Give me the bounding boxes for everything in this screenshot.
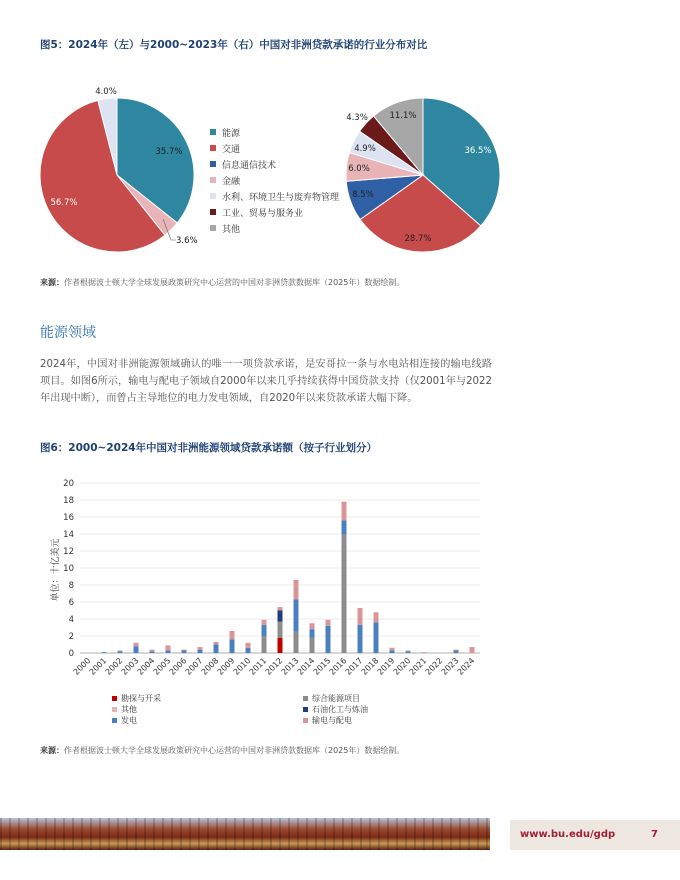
bar-segment [262, 620, 267, 625]
x-tick-label: 2015 [311, 656, 333, 677]
bar-segment [342, 520, 347, 534]
page-number: 7 [651, 829, 658, 840]
bar-segment [310, 629, 315, 638]
x-tick-label: 2021 [407, 656, 429, 677]
x-tick-label: 2008 [199, 656, 221, 677]
bar-segment [406, 650, 411, 651]
pie-slice-label: 28.7% [404, 234, 432, 244]
pie-slice-label: 36.5% [464, 146, 492, 156]
pie-slice-label: 4.0% [95, 87, 117, 97]
y-axis-label: 单位：十亿美元 [51, 538, 61, 602]
legend-swatch [210, 129, 216, 135]
legend-label: 综合能源项目 [312, 694, 360, 703]
bar-segment [310, 623, 315, 629]
legend-swatch [303, 718, 308, 723]
bar-segment [198, 650, 203, 653]
legend-swatch [303, 696, 308, 701]
legend-item-transmission [303, 715, 352, 726]
figure5-title: 图5：2024年（左）与2000~2023年（右）中国对非洲贷款承诺的行业分布对比 [40, 39, 428, 51]
legend-item-water [210, 188, 339, 204]
figure6-source [40, 745, 404, 756]
x-tick-label: 2000 [71, 656, 93, 677]
pie-slice-label: 11.1% [389, 111, 417, 121]
y-tick-label: 20 [63, 479, 74, 489]
y-tick-label: 18 [63, 496, 74, 506]
legend-label: 勘探与开采 [121, 694, 161, 703]
x-tick-label: 2023 [439, 656, 461, 677]
y-tick-label: 16 [63, 513, 74, 523]
pie-slice-label: 8.5% [352, 190, 374, 200]
x-tick-label: 2007 [183, 656, 205, 677]
x-tick-label: 2006 [167, 656, 189, 677]
y-tick-label: 0 [68, 649, 74, 659]
legend-item-transport [210, 140, 339, 156]
bar-segment [214, 642, 219, 645]
legend-item-finance [210, 172, 339, 188]
source-text: 作者根据波士顿大学全球发展政策研究中心运营的中国对非洲贷款数据库（2025年）数据绘制。 [64, 278, 405, 287]
x-tick-label: 2024 [455, 656, 477, 677]
legend-item-industry [210, 204, 339, 220]
legend-label: 输电与配电 [312, 716, 352, 725]
bar-segment [198, 647, 203, 650]
legend-item-energy [210, 124, 339, 140]
legend-item-other [210, 220, 339, 236]
figure5-pies [0, 70, 680, 270]
legend-swatch [112, 707, 117, 712]
pie-slice-label: 6.0% [348, 164, 370, 174]
legend-swatch [210, 177, 216, 183]
bar-segment [342, 534, 347, 653]
x-tick-label: 2017 [343, 656, 365, 677]
legend-item-petrochem [303, 704, 368, 715]
bar-segment [118, 651, 123, 653]
legend-label: 水利、环境卫生与废弃物管理 [222, 192, 340, 203]
bar-segment [246, 648, 251, 653]
legend-swatch [210, 225, 216, 231]
x-tick-label: 2022 [423, 656, 445, 677]
bar-segment [246, 643, 251, 648]
bar-segment [294, 599, 299, 631]
y-tick-label: 4 [68, 615, 74, 625]
section-paragraph: 2024年，中国对非洲能源领域确认的唯一一项贷款承诺，是安哥拉一条与水电站相连接的输电线路项目。如图6所示，输电与配电子领域自2000年以来几乎持续获得中国贷款支持（仅2001年与2022年出现中断），而曾占主导地位的电力发电领域，自2020年以来贷款承诺大幅下降。 [40, 359, 492, 404]
y-tick-label: 14 [63, 530, 74, 540]
legend-item-exploration [112, 693, 161, 704]
legend-label: 交通 [222, 144, 241, 155]
bar-segment [262, 636, 267, 653]
bar-segment [374, 622, 379, 653]
section-title: 能源领域 [40, 325, 96, 341]
bar-segment [230, 639, 235, 653]
left-pie [40, 87, 198, 252]
figure6-title: 图6：2000~2024年中国对非洲能源领域贷款承诺额（按子行业划分） [40, 442, 378, 454]
y-tick-label: 2 [68, 632, 74, 642]
footer-architecture-photo [0, 818, 490, 850]
bar-segment [150, 650, 155, 652]
legend-swatch [303, 707, 308, 712]
bar-segment [278, 622, 283, 638]
legend-label: 其他 [222, 224, 241, 235]
bar-segment [358, 625, 363, 653]
y-tick-label: 6 [68, 598, 74, 608]
pie-slice-label: 56.7% [50, 198, 78, 208]
bar-segment [310, 638, 315, 653]
legend-item-integrated [303, 693, 360, 704]
x-tick-label: 2014 [295, 656, 317, 677]
bar-segment [294, 632, 299, 653]
footer-url-link[interactable]: www.bu.edu/gdp [520, 829, 616, 840]
legend-label: 石油化工与炼油 [312, 705, 368, 714]
pie-slice-label: 4.3% [346, 113, 368, 123]
legend-item-other [112, 704, 137, 715]
bar-segment [278, 638, 283, 653]
bar-segment [182, 650, 187, 653]
x-tick-label: 2010 [231, 656, 253, 677]
x-tick-label: 2003 [119, 656, 141, 677]
bar-segment [390, 650, 395, 653]
legend-item-generation [112, 715, 137, 726]
bar-segment [214, 645, 219, 654]
bar-segment [166, 645, 171, 650]
bar-segment [374, 612, 379, 622]
legend-swatch [210, 161, 216, 167]
bar-segment [406, 651, 411, 653]
legend-swatch [112, 696, 117, 701]
bar-segment [262, 625, 267, 636]
x-tick-label: 2005 [151, 656, 173, 677]
bar-segment [118, 650, 123, 651]
bar-segment [454, 650, 459, 651]
bar-segment [150, 651, 155, 653]
legend-swatch [210, 209, 216, 215]
x-tick-label: 2013 [279, 656, 301, 677]
bar-segment [470, 647, 475, 653]
bar-segment [342, 502, 347, 521]
x-tick-label: 2016 [327, 656, 349, 677]
bar-segment [294, 580, 299, 600]
pie-slice-label: 3.6% [176, 236, 198, 246]
figure6-chart [0, 470, 500, 690]
bar-segment [422, 652, 427, 653]
x-tick-label: 2011 [247, 656, 269, 677]
bar-segment [326, 626, 331, 653]
bar-segment [230, 631, 235, 640]
bar-segment [390, 648, 395, 651]
x-tick-label: 2001 [87, 656, 109, 677]
bar-segment [326, 620, 331, 626]
pie-slice-label: 4.9% [354, 144, 376, 154]
legend-item-ict [210, 156, 339, 172]
bar-segment [102, 652, 107, 653]
bar-segment [358, 608, 363, 625]
legend-label: 工业、贸易与服务业 [222, 208, 304, 219]
figure5-legend [210, 124, 339, 236]
legend-swatch [112, 718, 117, 723]
figure5-source [40, 277, 404, 288]
legend-label: 发电 [121, 716, 137, 725]
x-tick-label: 2004 [135, 656, 157, 677]
x-tick-label: 2012 [263, 656, 285, 677]
y-tick-label: 8 [68, 581, 74, 591]
figure6-legend [0, 690, 500, 730]
y-tick-label: 12 [63, 547, 74, 557]
chart-bars [102, 502, 475, 653]
x-tick-label: 2020 [391, 656, 413, 677]
source-label: 来源： [40, 278, 64, 287]
bar-segment [454, 650, 459, 653]
legend-label: 其他 [121, 705, 137, 714]
x-tick-label: 2009 [215, 656, 237, 677]
bar-segment [166, 650, 171, 653]
source-text: 作者根据波士顿大学全球发展政策研究中心运营的中国对非洲贷款数据库（2025年）数据绘制。 [64, 746, 405, 755]
bar-segment [278, 607, 283, 610]
x-tick-label: 2002 [103, 656, 125, 677]
y-tick-label: 10 [63, 564, 74, 574]
legend-swatch [210, 193, 216, 199]
bar-segment [134, 646, 139, 653]
bar-segment [134, 643, 139, 646]
legend-swatch [210, 145, 216, 151]
legend-label: 信息通信技术 [222, 160, 277, 171]
x-axis-ticks [72, 656, 477, 677]
pie-slice-label: 35.7% [155, 147, 183, 157]
x-tick-label: 2018 [359, 656, 381, 677]
bar-segment [278, 611, 283, 622]
y-axis-ticks [63, 479, 74, 659]
right-pie [346, 98, 500, 252]
x-tick-label: 2019 [375, 656, 397, 677]
source-label: 来源： [40, 746, 64, 755]
legend-label: 金融 [222, 176, 241, 187]
bar-segment [182, 650, 187, 651]
legend-label: 能源 [222, 128, 241, 139]
